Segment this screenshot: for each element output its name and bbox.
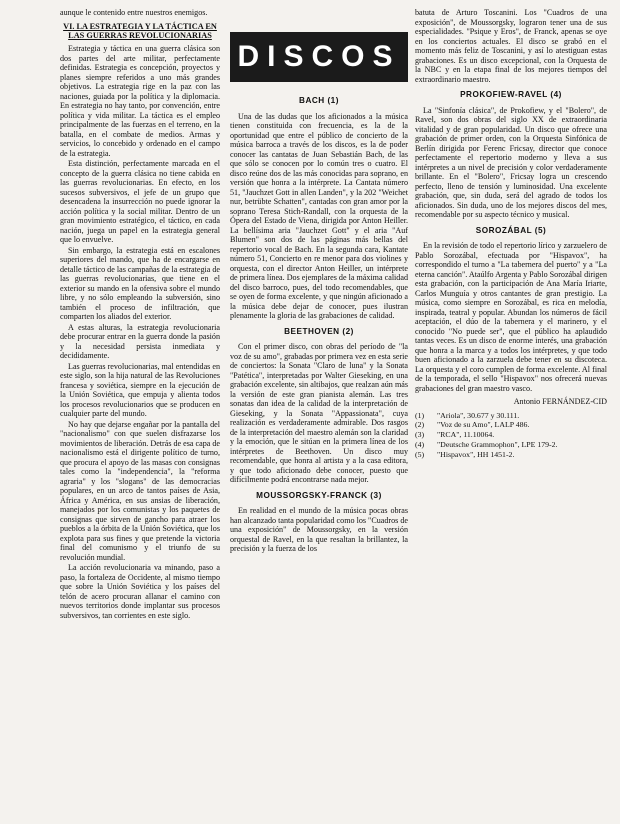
- author-signature: Antonio FERNÁNDEZ-CID: [513, 397, 607, 406]
- paragraph: Esta distinción, perfectamente marcada en el concepto de la guerra clásica no tiene cabida en las guerras revolucionarias. En efecto, en los sucesos subversivos, el jefe de un grupo que desencadena la insurrección no puede ignorar la acción política y la social militar. Dentro de un gran movimiento estratégico, el táctico, en cada nación, juega un papel en la estrategia general que lo envuelve.: [60, 159, 220, 245]
- heading-prokofiew: PROKOFIEW-RAVEL (4): [460, 90, 562, 99]
- footnotes: [415, 411, 607, 460]
- heading-sorozabal: SOROZÁBAL (5): [475, 225, 547, 235]
- paragraph: No hay que dejarse engañar por la pantalla del "nacionalismo" con que suelen disfrazarse los movimientos de liberación. Detrás de esa capa de nacionalismo está el dirigente político de turno, que procura el apoyo de las masas con consignas tales como la "independencia", la "reforma agraria" y los "slogans" de las democracias populares, en un arco de tantos países de Asia, África y América, en sus ansias de liberación, manejados por los comunistas y los paquetes de consignas que sirven de gancho para atraer los pueblos a la órbita de la Unión Soviética, que los explota para sus fines y que pretende la victoria final del comunismo y el triunfo de su revolución mundial.: [60, 419, 221, 562]
- paragraph: La acción revolucionaria va minando, paso a paso, la fortaleza de Occidente, al mismo tiempo que sobre la Unión Soviética y los países del telón de acero procuran allanar el camino con nuevos territorios donde implantar sus procesos subversivos, tan corrientes en este siglo.: [60, 563, 220, 620]
- footnote: (3) "RCA", 11.10064.: [415, 430, 495, 440]
- footnote: (4) "Deutsche Grammophon", LPE 179-2.: [415, 439, 558, 449]
- paragraph: batuta de Arturo Toscanini. Los "Cuadros de una exposición", de Moussorgsky, lograron tener una de sus especialidades. "Psique y Eros", de Franck, apenas se oye en los conciertos actuales. El disco se grabó en el momento más feliz de Toscanini, y así lo atestiguan estas grabaciones. Es un disco excepcional, con la Orquesta de la NBC y en la etapa final de los mejores tiempos del extraordinario maestro.: [415, 8, 607, 84]
- paragraph: Estrategia y táctica en una guerra clásica son dos partes del arte militar, perfectamente definidas. Estrategia es concepción, proyectos y planes siempre referidos a uno más grandes objetivos. La estrategia rige en la paz con las naciones, guiada por la política y la diplomacia. En estrategia no hay tanto, por convención, entre política y vida militar. La táctica es el empleo principalmente de las fuerzas en el terreno, en la batalla, en el combate de medios. Armas y servicios, lo concebido y ordenado en el campo de la estrategia.: [60, 44, 220, 158]
- column-reviews-right: [415, 8, 607, 459]
- heading-moussorgsky: MOUSSORGSKY-FRANCK (3): [256, 490, 382, 500]
- footnote: (5) "Hispavox", HH 1451-2.: [415, 449, 515, 459]
- section-title: VI. LA ESTRATEGIA Y LA TÁCTICA EN LAS GUERRAS REVOLUCIONARIAS: [63, 21, 217, 40]
- footnote: (2) "Voz de su Amo", LALP 486.: [415, 420, 530, 430]
- column-strategy: [60, 8, 220, 621]
- paragraph: Las guerras revolucionarias, mal entendidas en este siglo, son la hija natural de las Revoluciones francesa y soviética, siempre en la ejecución de la Unión Soviética, que empuja y alienta todos los procesos revolucionarios que se producen en cualquier parte del mundo.: [60, 361, 220, 419]
- paragraph: En la revisión de todo el repertorio lírico y zarzuelero de Pablo Sorozábal, efectuada por "Hispavox", ha correspondido el turno a "La tabernera del puerto" y a "La eterna canción". Ataúlfo Argenta y Pablo Sorozábal dirigen esta grabación, con la participación de Ana María Iriarte, Carlos Munguía y otros cantantes de gran prestigio. La música, como siempre en Sorozábal, es rica en melodía, inspirada, teatral y popular. Abundan los números de fácil aceptación, el dúo de la tabernera y el marinero, y el conocido "No puede ser", que el público ha aplaudido tantas veces. Es un disco de enorme interés, una grabación que honra a la marca y a todos los intérpretes, y que todo buen aficionado a la zarzuela debe tener en su discoteca. La orquesta y el coro cumplen de forma excelente. Al final de la temporada, el sello "Hispavox" nos ofrecerá nuevas grabaciones del gran maestro vasco.: [415, 241, 607, 393]
- column-discos: [230, 90, 408, 555]
- paragraph: Sin embargo, la estrategia está en escalones superiores del mando, que ha de encargarse en detalle táctico de las campañas de la estrategia de las guerras revolucionarias, que tiene en el exterior su mando en la ofensiva sobre el mundo libre, y no sólo empleando la subversión, sino también el proceso de infiltración, que comparten los aliados del exterior.: [60, 245, 220, 322]
- paragraph: En realidad en el mundo de la música pocas obras han alcanzado tanta popularidad como los "Cuadros de una exposición" de Moussorgsky, en la versión orquestal de Ravel, en la que resaltan la brillantez, la precisión y la fuerza de los: [230, 506, 408, 553]
- paragraph: La "Sinfonía clásica", de Prokofiew, y el "Bolero", de Ravel, son dos obras del siglo XX de extraordinaria vitalidad y de gran popularidad. Un disco que ofrece una grabación de primer orden, con la Orquesta Sinfónica de Berlín dirigida por Ferenc Fricsay, director que conoce perfectamente el repertorio moderno y lleva a sus intérpretes a un nivel de precisión y color verdaderamente brillante. En el "Bolero", Fricsay logra un crescendo perfecto, lleno de tensión y luminosidad. Una excelente grabación, que, sin duda, será del agrado de todos los aficionados. Sin duda, uno de los mejores discos del mes, recomendable por su aspecto técnico y musical.: [415, 105, 607, 219]
- paragraph: Una de las dudas que los aficionados a la música tienen constituida con frecuencia, es la de la oportunidad que entre el público de concierto de la música barroca a través de los discos, es la de poder conocer las cantatas de Juan Sebastián Bach, de las que sólo se conocen por lo común tres o cuatro. El disco reúne dos de las más conocidas para soprano, en versión que honra a la intérprete. La Cantata número 51, "Jauchzet Gott in allen Landen", y la 202 "Weichet nur, betrübte Schatten", cantadas con gran amor por la soprano Teresa Stich-Randall, con la orquesta de la Ópera del Estado de Viena, dirigida por Anton Heiller. La bellísima aria "Jauchzet Gott" y el aria "Auf Blumen" son dos de las páginas más bellas del repertorio vocal de Bach. En la segunda cara, Kantate número 51, Concierto en re menor para dos violines y orquesta, con el director Anton Heiller, un intérprete de primera línea. Dos ejemplares de la máxima calidad del disco barroco, pues, del todo recomendables, que se oyen de forma excelente, y que ningún aficionado a la música debe dejar de conocer, pues ilustran plenamente la gloria de las grabaciones de calidad.: [230, 111, 408, 320]
- paragraph: A estas alturas, la estrategia revolucionaria debe procurar entrar en la guerra donde la pasión y la necesidad persista inmediata y decididamente.: [60, 322, 220, 361]
- heading-bach: BACH (1): [299, 96, 339, 105]
- intro-text: aunque le contenido entre nuestros enemigos.: [60, 8, 208, 17]
- paragraph: Con el primer disco, con obras del período de "la voz de su amo", grabadas por primera vez en esta serie de conciertos: la Sonata "Claro de luna" y la Sonata "Patética", interpretadas por Walter Gieseking, en una grabación excelente, sin altibajos, que realzan aún más la versión de este gran pianista alemán. Las tres sonatas dan idea de la calidad de la interpretación de Gieseking, y la Sonata "Appassionata", cuya realización es verdaderamente admirable. Dos rasgos de la interpretación del maestro alemán son la claridad y la emoción, que le sitúan en la primera línea de los intérpretes de Beethoven. Un disco muy recomendable, que honra al artista y a la casa editora, y que todo aficionado debe conocer, puesto que difícilmente podrá encontrarse nada mejor.: [230, 342, 408, 484]
- heading-beethoven: BEETHOVEN (2): [284, 326, 354, 336]
- discos-banner: DISCOS: [230, 32, 408, 82]
- footnote: (1) "Ariola", 30.677 y 30.111.: [415, 410, 520, 420]
